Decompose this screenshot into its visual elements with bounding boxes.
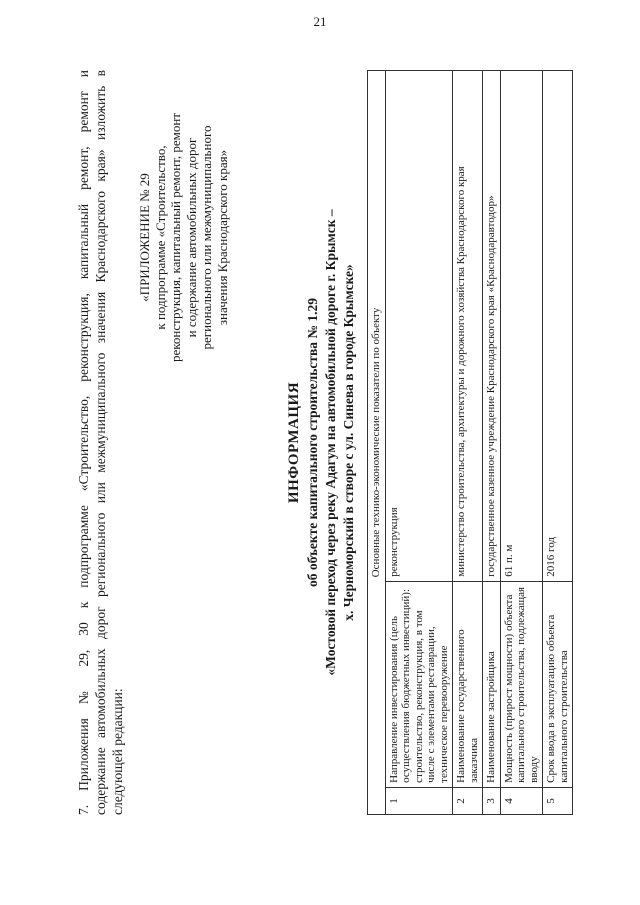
heading-line-2: «Мостовой переход через реку Адагум на автомобильной дороге г. Крымск – <box>323 209 338 676</box>
rotated-document-content <box>75 70 635 815</box>
heading-line-3: х. Черноморский в створе с ул. Синева в городе Крымске» <box>341 264 356 621</box>
row-number: 1 <box>385 787 453 814</box>
row-number: 5 <box>543 787 573 814</box>
table-row <box>483 71 501 815</box>
appendix-line-4: регионального или межмуниципального <box>199 125 214 350</box>
table-caption: Основные технико-экономические показатели по объекту <box>368 71 386 815</box>
intro-line-1: 7. Приложения № 29, 30 к подпрограмме «Строительство, реконструкция, капитальный ремонт, ремонт и <box>76 70 91 815</box>
row-indicator-name: Направление инвестирования (цель осуществления бюджетных инвестиций): строительство, реконструкция, в том числе с элементами реставрации, техническое перевооружение <box>385 581 453 787</box>
intro-line-3: следующей редакции: <box>110 688 125 815</box>
row-indicator-value: государственное казенное учреждение Краснодарского края «Краснодаравтодор» <box>483 71 501 582</box>
appendix-line-5: значения Краснодарского края» <box>214 149 230 326</box>
indicators-table <box>367 70 573 815</box>
row-number: 2 <box>453 787 483 814</box>
row-indicator-value: 2016 год <box>543 71 573 582</box>
heading-title: ИНФОРМАЦИЯ <box>286 381 302 504</box>
appendix-line-1: к подпрограмме «Строительство, <box>152 145 168 330</box>
appendix-line-2: реконструкция, капитальный ремонт, ремонт <box>168 113 183 362</box>
row-indicator-name: Наименование застройщика <box>483 581 501 787</box>
row-indicator-value: реконструкция <box>385 71 453 582</box>
table-row <box>543 71 573 815</box>
appendix-title: «ПРИЛОЖЕНИЕ № 29 <box>137 173 152 302</box>
appendix-line-3: и содержание автомобильных дорог <box>183 137 199 338</box>
row-number: 3 <box>483 787 501 814</box>
table-row <box>500 71 543 815</box>
page-number: 21 <box>313 14 327 29</box>
row-indicator-name: Срок ввода в эксплуатацию объекта капитального строительства <box>543 581 573 787</box>
row-indicator-name: Мощность (прирост мощности) объекта капитального строительства, подлежащая вводу <box>500 581 543 787</box>
row-indicator-value: министерство строительства, архитектуры и дорожного хозяйства Краснодарского края <box>453 71 483 582</box>
intro-paragraph <box>75 70 126 815</box>
heading-line-1: об объекте капитального строительства № 1.29 <box>305 298 320 587</box>
row-indicator-name: Наименование государственного заказчика <box>453 581 483 787</box>
table-caption-row <box>368 71 386 815</box>
intro-line-2: содержание автомобильных дорог регионального или межмуниципального значения Краснодарского края» изложить в <box>93 70 108 815</box>
appendix-block <box>137 70 230 405</box>
table-row <box>453 71 483 815</box>
row-number: 4 <box>500 787 543 814</box>
table-row <box>385 71 453 815</box>
document-heading <box>285 70 358 815</box>
row-indicator-value: 61 п. м <box>500 71 543 582</box>
